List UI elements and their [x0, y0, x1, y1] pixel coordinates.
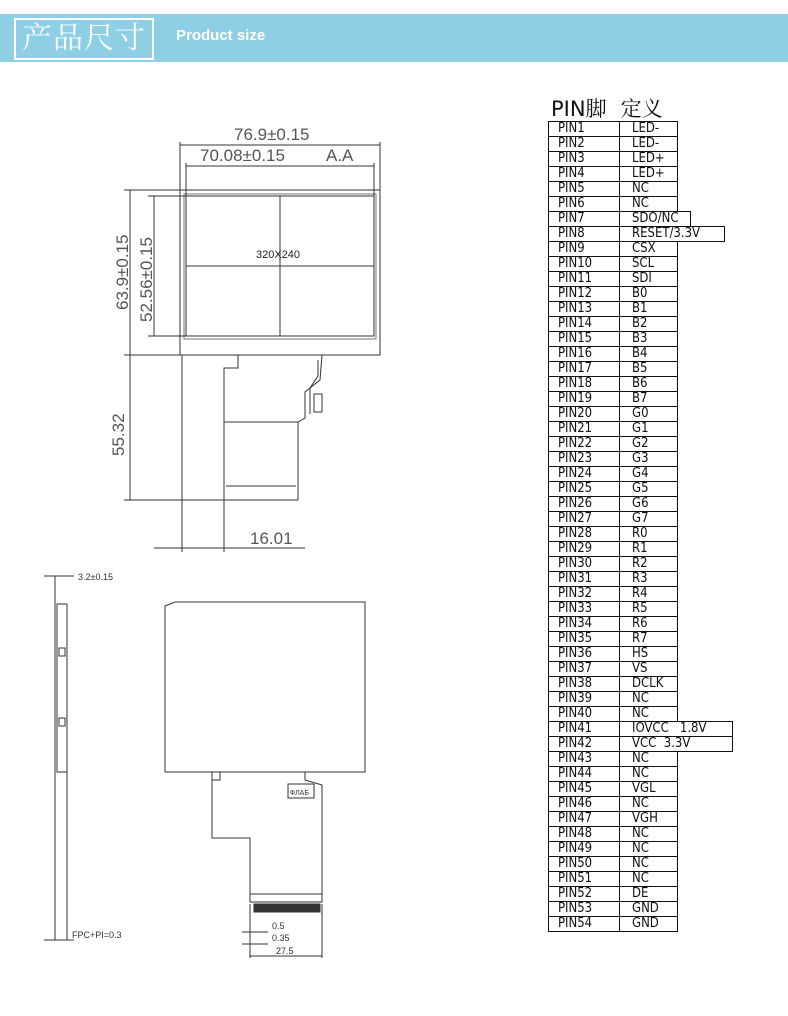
table-row — [549, 377, 678, 392]
pin-cell: PIN50 — [549, 857, 620, 872]
pin-cell: PIN39 — [549, 692, 620, 707]
fpc-tail — [224, 355, 322, 500]
table-row — [549, 587, 678, 602]
pin-cell: PIN15 — [549, 332, 620, 347]
table-row — [549, 542, 678, 557]
def-cell: SDI — [620, 272, 678, 287]
pin-cell: PIN14 — [549, 317, 620, 332]
def-cell: DCLK — [620, 677, 678, 692]
def-cell — [620, 226, 701, 242]
side-view-module — [57, 604, 67, 772]
table-row — [549, 827, 678, 842]
def-cell: G6 — [620, 497, 678, 512]
pin-cell: PIN3 — [549, 152, 620, 167]
pin-cell: PIN30 — [549, 557, 620, 572]
table-row — [549, 212, 678, 227]
table-row — [549, 182, 678, 197]
def-cell: VGH — [620, 812, 678, 827]
pin-cell: PIN23 — [549, 452, 620, 467]
table-row — [549, 332, 678, 347]
table-row — [549, 347, 678, 362]
header-pin: PIN脚 — [551, 97, 607, 121]
pin-cell: PIN20 — [549, 407, 620, 422]
pin-cell: PIN6 — [549, 197, 620, 212]
def-cell: G0 — [620, 407, 678, 422]
def-cell-extended: IOVCC 1.8V — [619, 721, 733, 737]
label-fpc-width: 16.01 — [250, 529, 293, 548]
pin-cell: PIN25 — [549, 482, 620, 497]
pin-cell: PIN2 — [549, 137, 620, 152]
def-cell: B3 — [620, 332, 678, 347]
def-cell: LED+ — [620, 152, 678, 167]
pin-cell: PIN34 — [549, 617, 620, 632]
def-cell-extended: SDO/NC — [619, 211, 691, 227]
def-cell: B1 — [620, 302, 678, 317]
label-aa: A.A — [326, 146, 354, 165]
fpc-contacts — [254, 904, 320, 912]
pin-cell: PIN5 — [549, 182, 620, 197]
label-dim-b: 0.35 — [272, 933, 290, 943]
def-cell — [620, 736, 691, 752]
table-row — [549, 677, 678, 692]
def-cell: B5 — [620, 362, 678, 377]
pin-cell: PIN42 — [549, 737, 620, 752]
table-row — [549, 812, 678, 827]
def-cell: NC — [620, 692, 678, 707]
pin-cell: PIN17 — [549, 362, 620, 377]
table-row — [549, 452, 678, 467]
pin-cell: PIN8 — [549, 227, 620, 242]
pin-cell: PIN19 — [549, 392, 620, 407]
def-cell: DE — [620, 887, 678, 902]
def-cell: G2 — [620, 437, 678, 452]
table-row — [549, 407, 678, 422]
pin-cell: PIN32 — [549, 587, 620, 602]
table-row — [549, 122, 678, 137]
pin-cell: PIN40 — [549, 707, 620, 722]
table-row — [549, 707, 678, 722]
pin-cell: PIN9 — [549, 242, 620, 257]
def-cell: SCL — [620, 257, 678, 272]
label-height-outer: 63.9±0.15 — [113, 234, 132, 310]
pin-cell: PIN51 — [549, 872, 620, 887]
table-row — [549, 152, 678, 167]
pin-cell: PIN1 — [549, 122, 620, 137]
def-cell: NC — [620, 872, 678, 887]
pin-cell: PIN36 — [549, 647, 620, 662]
banner-title-en: Product size — [176, 27, 266, 44]
def-cell: LED- — [620, 122, 678, 137]
pin-cell: PIN41 — [549, 722, 620, 737]
def-cell: NC — [620, 182, 678, 197]
table-row — [549, 722, 678, 737]
pin-cell: PIN22 — [549, 437, 620, 452]
table-row — [549, 467, 678, 482]
def-cell: GND — [620, 902, 678, 917]
table-row — [549, 437, 678, 452]
label-dim-a: 0.5 — [272, 921, 285, 931]
fpc-label-tag — [314, 394, 322, 412]
def-cell: R2 — [620, 557, 678, 572]
def-cell: NC — [620, 842, 678, 857]
def-cell: G1 — [620, 422, 678, 437]
pin-cell: PIN53 — [549, 902, 620, 917]
table-row — [549, 572, 678, 587]
table-row — [549, 857, 678, 872]
table-row — [549, 227, 678, 242]
pin-cell: PIN46 — [549, 797, 620, 812]
def-cell: R1 — [620, 542, 678, 557]
table-row — [549, 242, 678, 257]
pin-cell: PIN27 — [549, 512, 620, 527]
def-cell — [620, 212, 678, 227]
def-cell-extended: VCC 3.3V — [619, 736, 733, 752]
def-cell: NC — [620, 707, 678, 722]
def-cell: NC — [620, 797, 678, 812]
pin-cell: PIN35 — [549, 632, 620, 647]
table-row — [549, 497, 678, 512]
def-cell: G3 — [620, 452, 678, 467]
table-row — [549, 557, 678, 572]
label-fpc-length: 55.32 — [109, 413, 128, 456]
def-cell: NC — [620, 827, 678, 842]
def-cell: B4 — [620, 347, 678, 362]
table-row — [549, 197, 678, 212]
table-row — [549, 272, 678, 287]
pin-cell: PIN54 — [549, 917, 620, 932]
pin-cell: PIN45 — [549, 782, 620, 797]
pin-cell: PIN38 — [549, 677, 620, 692]
pin-cell: PIN33 — [549, 602, 620, 617]
pin-cell: PIN29 — [549, 542, 620, 557]
back-view-module — [165, 602, 365, 772]
pin-cell: PIN24 — [549, 467, 620, 482]
table-row — [549, 137, 678, 152]
pin-cell: PIN13 — [549, 302, 620, 317]
table-row — [549, 392, 678, 407]
pin-cell: PIN49 — [549, 842, 620, 857]
def-cell: R5 — [620, 602, 678, 617]
table-row — [549, 737, 678, 752]
label-fpc-pi: FPC+PI=0.3 — [72, 930, 122, 940]
pin-cell: PIN28 — [549, 527, 620, 542]
def-cell — [620, 721, 707, 737]
def-cell-extended: RESET/3.3V — [619, 226, 725, 242]
pin-table-header — [551, 93, 677, 123]
pin-cell: PIN43 — [549, 752, 620, 767]
pin-cell: PIN21 — [549, 422, 620, 437]
table-row — [549, 902, 678, 917]
table-row — [549, 482, 678, 497]
pin-cell: PIN18 — [549, 377, 620, 392]
table-row — [549, 647, 678, 662]
table-row — [549, 527, 678, 542]
table-row — [549, 842, 678, 857]
pin-cell: PIN7 — [549, 212, 620, 227]
table-row — [549, 602, 678, 617]
def-cell: R4 — [620, 587, 678, 602]
table-row — [549, 632, 678, 647]
def-cell: CSX — [620, 242, 678, 257]
def-cell: LED+ — [620, 167, 678, 182]
header-def: 定义 — [620, 97, 663, 121]
table-row — [549, 302, 678, 317]
table-row — [549, 767, 678, 782]
table-row — [549, 917, 678, 932]
def-cell: NC — [620, 197, 678, 212]
label-width-active: 70.08±0.15 — [200, 146, 285, 165]
pin-table — [548, 121, 707, 932]
def-cell: R6 — [620, 617, 678, 632]
def-cell: G5 — [620, 482, 678, 497]
table-row — [549, 692, 678, 707]
table-row — [549, 887, 678, 902]
def-cell: NC — [620, 767, 678, 782]
table-row — [549, 752, 678, 767]
table-row — [549, 662, 678, 677]
def-cell: VS — [620, 662, 678, 677]
pin-cell: PIN12 — [549, 287, 620, 302]
table-row — [549, 512, 678, 527]
table-row — [549, 362, 678, 377]
pin-cell: PIN31 — [549, 572, 620, 587]
label-thickness: 3.2±0.15 — [78, 572, 113, 582]
def-cell: GND — [620, 917, 678, 932]
def-cell: B6 — [620, 377, 678, 392]
table-row — [549, 872, 678, 887]
def-cell: R0 — [620, 527, 678, 542]
table-row — [549, 167, 678, 182]
def-cell: B7 — [620, 392, 678, 407]
pin-cell: PIN37 — [549, 662, 620, 677]
def-cell: HS — [620, 647, 678, 662]
label-height-active: 52.56±0.15 — [137, 237, 156, 322]
pin-cell: PIN4 — [549, 167, 620, 182]
label-back-tag: ФЛАБ — [290, 790, 309, 797]
table-row — [549, 797, 678, 812]
def-cell: NC — [620, 857, 678, 872]
table-row — [549, 617, 678, 632]
table-row — [549, 257, 678, 272]
def-cell: B2 — [620, 317, 678, 332]
def-cell: G7 — [620, 512, 678, 527]
table-row — [549, 422, 678, 437]
table-row — [549, 287, 678, 302]
pin-cell: PIN52 — [549, 887, 620, 902]
def-cell: LED- — [620, 137, 678, 152]
pin-cell: PIN10 — [549, 257, 620, 272]
def-cell: R7 — [620, 632, 678, 647]
def-cell: R3 — [620, 572, 678, 587]
table-row — [549, 317, 678, 332]
def-cell: G4 — [620, 467, 678, 482]
label-width-outer: 76.9±0.15 — [234, 125, 310, 144]
def-cell: NC — [620, 752, 678, 767]
pin-cell: PIN11 — [549, 272, 620, 287]
pin-cell: PIN44 — [549, 767, 620, 782]
pin-cell: PIN48 — [549, 827, 620, 842]
banner-title-cn: 产品尺寸 — [14, 18, 154, 60]
pin-cell: PIN26 — [549, 497, 620, 512]
def-cell: VGL — [620, 782, 678, 797]
table-row — [549, 782, 678, 797]
label-resolution: 320X240 — [256, 249, 301, 261]
pin-cell: PIN47 — [549, 812, 620, 827]
label-dim-c: 27.5 — [276, 946, 294, 956]
pin-cell: PIN16 — [549, 347, 620, 362]
def-cell: B0 — [620, 287, 678, 302]
